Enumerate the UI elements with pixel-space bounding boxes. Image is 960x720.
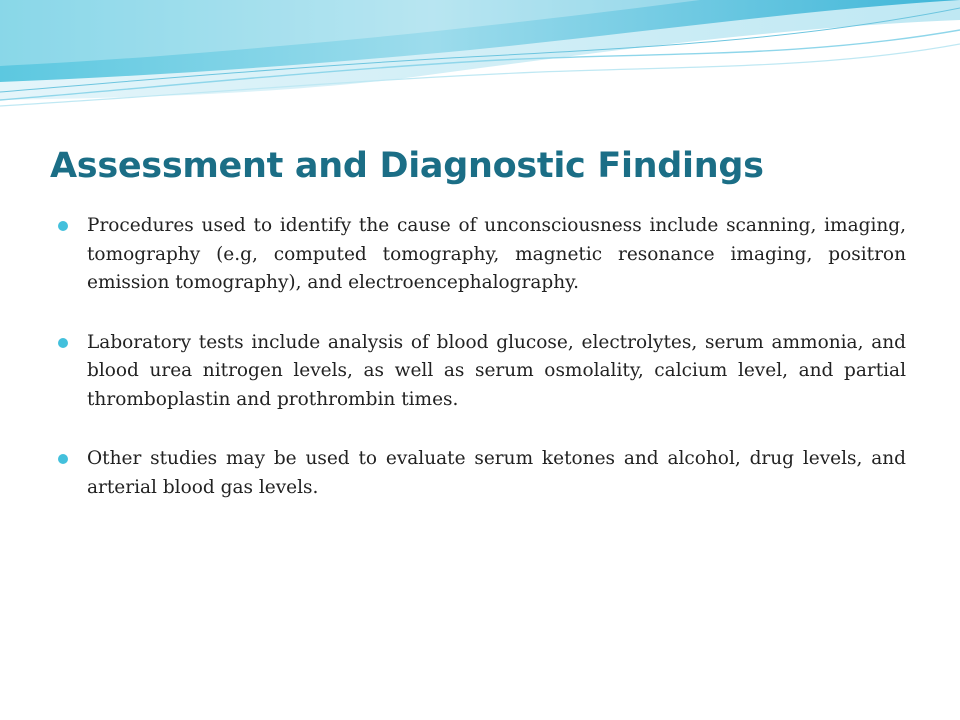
bullet-dot-icon bbox=[58, 338, 68, 348]
bullet-item bbox=[56, 445, 906, 502]
header-wave-decoration bbox=[0, 0, 960, 130]
bullet-text: Other studies may be used to evaluate serum ketones and alcohol, drug levels, and arterial blood gas levels. bbox=[87, 448, 906, 498]
bullet-dot-icon bbox=[58, 221, 68, 231]
slide-title: Assessment and Diagnostic Findings bbox=[50, 146, 764, 186]
bullet-item bbox=[56, 329, 906, 415]
bullet-text: Procedures used to identify the cause of unconsciousness include scanning, imaging, tomography (e.g, computed tomography, magnetic resonance imaging, positron emission tomography), and electroencephalography. bbox=[87, 215, 906, 293]
bullet-item bbox=[56, 212, 906, 298]
bullet-dot-icon bbox=[58, 454, 68, 464]
bullet-text: Laboratory tests include analysis of blood glucose, electrolytes, serum ammonia, and blood urea nitrogen levels, as well as serum osmolality, calcium level, and partial thromboplastin and prothrombin times. bbox=[87, 331, 906, 410]
bullet-list bbox=[56, 212, 906, 533]
